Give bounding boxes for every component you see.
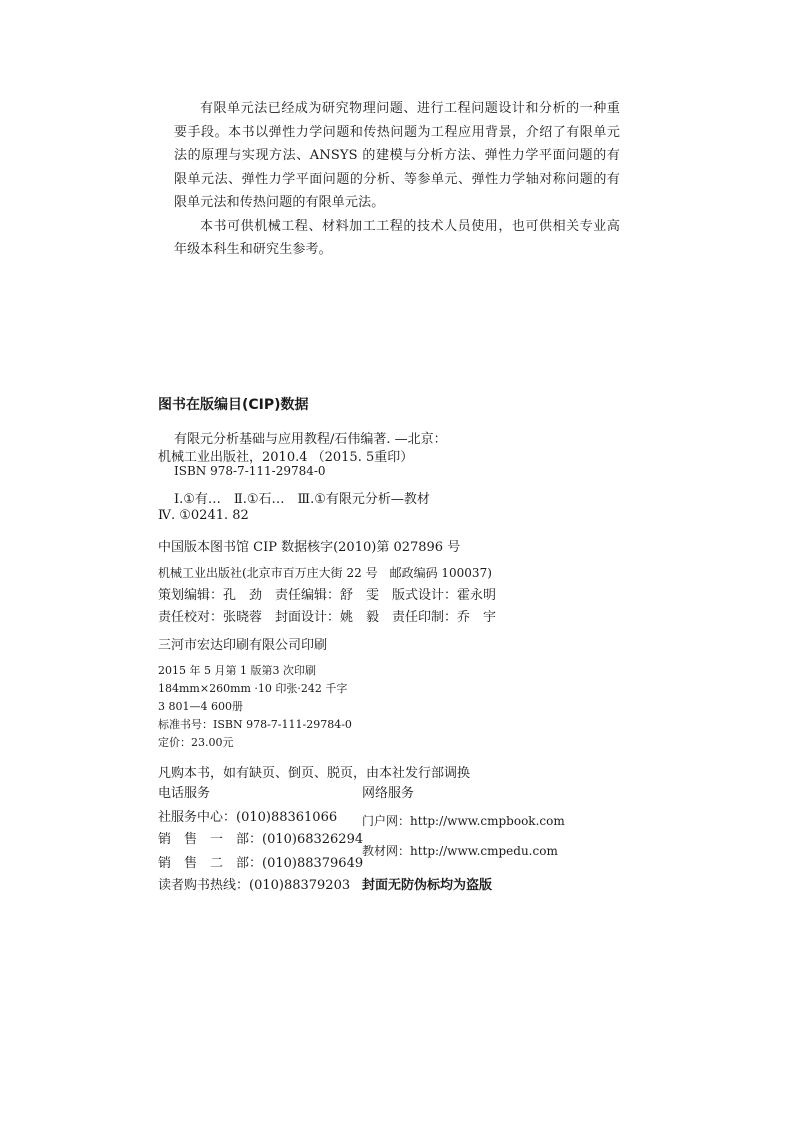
portal-website: 门户网：http://www.cmpbook.com — [362, 814, 565, 828]
phone-service-heading: 电话服务 — [158, 786, 211, 801]
cip-line-2: 机械工业出版社，2010.4 （2015. 5重印） — [158, 450, 414, 465]
standard-book-number: 标准书号：ISBN 978-7-111-29784-0 — [158, 718, 352, 731]
cip-title: 图书在版编目(CIP)数据 — [158, 397, 309, 413]
phone-sales-dept-2: 销 售 二 部：(010)88379649 — [158, 856, 364, 871]
cip-line-1: 有限元分析基础与应用教程/石伟编著. —北京： — [174, 432, 447, 447]
textbook-website: 教材网：http://www.cmpedu.com — [362, 844, 558, 858]
phone-sales-dept-1: 销 售 一 部：(010)68326294 — [158, 832, 364, 847]
publisher-name: 机械工业出版社(北京市百万庄大街 22 号 邮政编码 100037) — [158, 566, 492, 580]
anti-piracy-notice: 封面无防伪标均为盗版 — [362, 878, 493, 893]
intro-text-block — [174, 97, 620, 262]
book-price: 定价：23.00元 — [158, 736, 234, 749]
phone-service-center: 社服务中心：(010)88361066 — [158, 810, 338, 825]
print-format: 184mm×260mm ·10 印张·242 千字 — [158, 682, 348, 695]
cip-record: 中国版本图书馆 CIP 数据核字(2010)第 027896 号 — [158, 540, 461, 555]
intro-paragraph-1: 有限单元法已经成为研究物理问题、进行工程问题设计和分析的一种重要手段。本书以弹性力学问题和传热问题为工程应用背景，介绍了有限单元法的原理与实现方法、ANSYS 的建模与分析方法、弹性力学平面问题的有限单元法、弹性力学平面问题的分析、等参单元、弹性力学轴对称问题的有限单元法和传热问题的有限单元法。 — [174, 101, 620, 210]
print-copies: 3 801—4 600册 — [158, 700, 243, 713]
phone-reader-hotline: 读者购书热线：(010)88379203 — [158, 878, 351, 893]
editors-line-2: 责任校对：张晓蓉 封面设计：姚 毅 责任印制：乔 宇 — [158, 610, 497, 625]
cip-classification-1: Ⅰ.①有… Ⅱ.①石… Ⅲ.①有限元分析—教材 — [174, 492, 430, 507]
replacement-notice: 凡购本书，如有缺页、倒页、脱页，由本社发行部调换 — [158, 766, 471, 781]
cip-classification-2: Ⅳ. ①0241. 82 — [158, 508, 249, 523]
network-service-heading: 网络服务 — [362, 786, 415, 801]
cip-isbn: ISBN 978-7-111-29784-0 — [174, 464, 326, 478]
intro-paragraph-2: 本书可供机械工程、材料加工工程的技术人员使用，也可供相关专业高年级本科生和研究生参考。 — [174, 218, 620, 257]
printer-name: 三河市宏达印刷有限公司印刷 — [158, 638, 328, 653]
print-edition: 2015 年 5 月第 1 版第3 次印刷 — [158, 664, 316, 677]
editors-line-1: 策划编辑：孔 劲 责任编辑：舒 雯 版式设计：霍永明 — [158, 588, 497, 603]
